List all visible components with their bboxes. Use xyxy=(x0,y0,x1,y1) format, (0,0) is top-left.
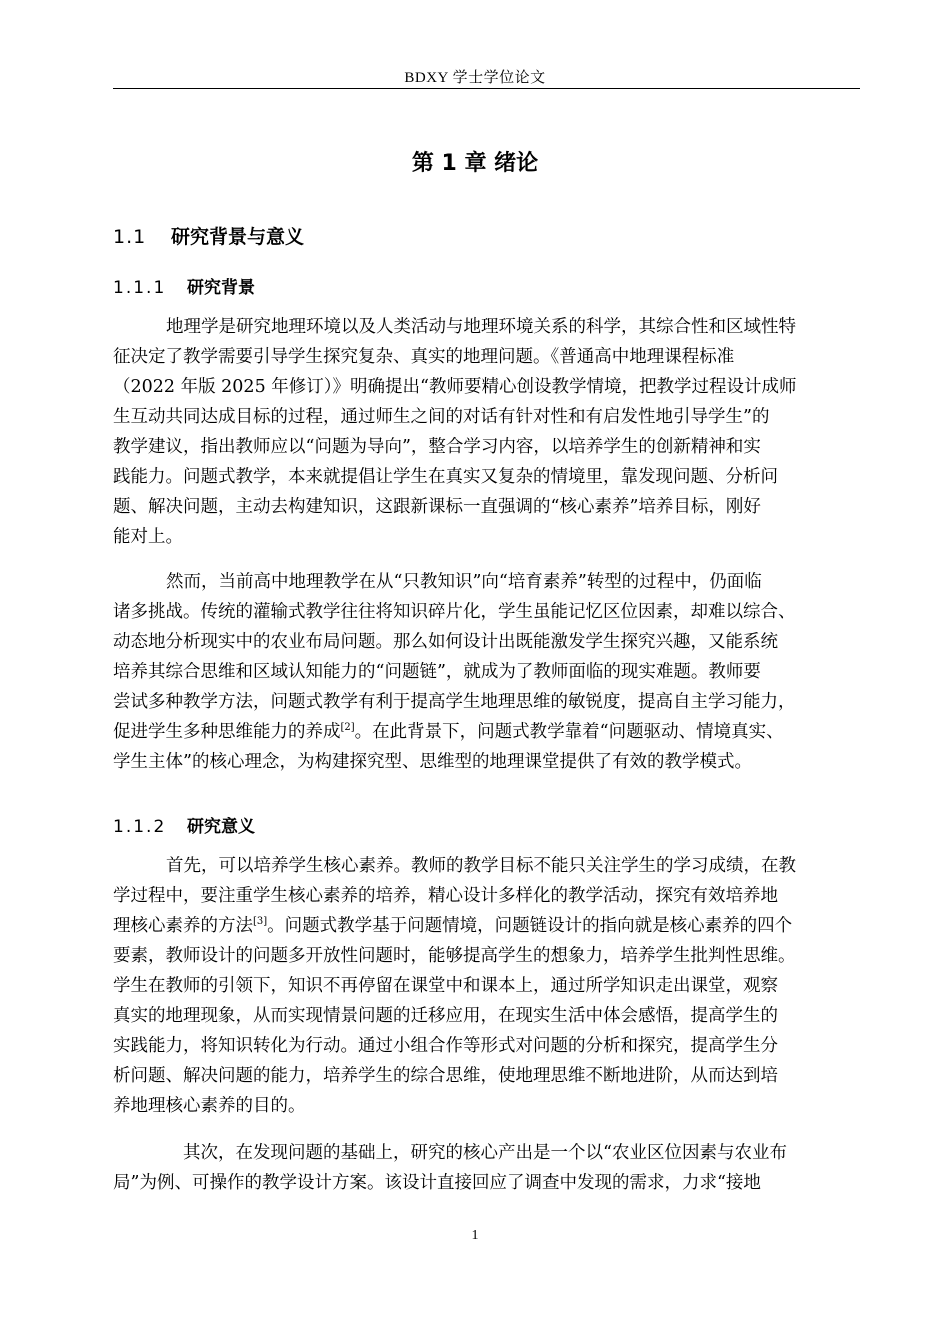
text-line: 要素，教师设计的问题多开放性问题时，能够提高学生的想象力，培养学生批判性思维。 xyxy=(113,946,796,966)
text-line: 征决定了教学需要引导学生探究复杂、真实的地理问题。《普通高中地理课程标准 xyxy=(113,347,735,367)
text-line: 其次，在发现问题的基础上，研究的核心产出是一个以“农业区位因素与农业布 xyxy=(183,1143,787,1163)
text-line: 首先，可以培养学生核心素养。教师的教学目标不能只关注学生的学习成绩，在教 xyxy=(166,856,796,876)
chapter-title: 第 1 章 绪论 xyxy=(411,151,539,176)
text-segment: 。问题式教学基于问题情境，问题链设计的指向就是核心素养的四个 xyxy=(267,916,793,936)
subsection-heading-significance xyxy=(113,812,255,837)
text-line: 学过程中，要注重学生核心素养的培养，精心设计多样化的教学活动，探究有效培养地 xyxy=(113,886,778,906)
text-line-with-citation xyxy=(113,717,860,747)
subsection-number: 1.1.1 xyxy=(113,278,167,298)
text-line: 学生在教师的引领下，知识不再停留在课堂中和课本上，通过所学知识走出课堂，观察 xyxy=(113,976,778,996)
text-line: 然而，当前高中地理教学在从“只教知识”向“培育素养”转型的过程中，仍面临 xyxy=(166,572,762,592)
section-number: 1.1 xyxy=(113,226,147,248)
text-line: 真实的地理现象，从而实现情景问题的迁移应用，在现实生活中体会感悟，提高学生的 xyxy=(113,1006,778,1026)
running-header: BDXY 学士学位论文 xyxy=(404,70,546,86)
text-segment: 。在此背景下，问题式教学靠着“问题驱动、情境真实、 xyxy=(354,722,784,742)
citation-ref-3[interactable]: [3] xyxy=(253,916,268,927)
section-title: 研究背景与意义 xyxy=(171,226,305,248)
header-rule xyxy=(113,88,860,89)
page-number: 1 xyxy=(471,1228,479,1243)
subsection-heading-background xyxy=(113,273,255,298)
text-line-with-citation xyxy=(113,911,860,941)
text-line: 局”为例、可操作的教学设计方案。该设计直接回应了调查中发现的需求，力求“接地 xyxy=(113,1173,761,1193)
text-segment: 理核心素养的方法 xyxy=(113,916,253,936)
paragraph-background-2 xyxy=(113,567,860,777)
text-line: 诸多挑战。传统的灌输式教学往往将知识碎片化，学生虽能记忆区位因素，却难以综合、 xyxy=(113,602,796,622)
citation-ref-2[interactable]: [2] xyxy=(340,722,355,733)
text-line: 培养其综合思维和区域认知能力的“问题链”，就成为了教师面临的现实难题。教师要 xyxy=(113,662,761,682)
text-line: 能对上。 xyxy=(113,527,183,547)
paragraph-significance-2 xyxy=(113,1138,860,1198)
text-line: 实践能力，将知识转化为行动。通过小组合作等形式对问题的分析和探究，提高学生分 xyxy=(113,1036,778,1056)
paragraph-significance-1 xyxy=(113,851,860,1121)
text-line: 教学建议，指出教师应以“问题为导向”，整合学习内容，以培养学生的创新精神和实 xyxy=(113,437,761,457)
text-line: 践能力。问题式教学，本来就提倡让学生在真实又复杂的情境里，靠发现问题、分析问 xyxy=(113,467,778,487)
paragraph-background-1 xyxy=(113,312,860,552)
text-line: （2022 年版 2025 年修订）》明确提出“教师要精心创设教学情境，把教学过程设计成师 xyxy=(113,377,797,397)
subsection-title: 研究意义 xyxy=(187,817,255,837)
text-line: 尝试多种教学方法，问题式教学有利于提高学生地理思维的敏锐度，提高自主学习能力， xyxy=(113,692,796,712)
text-line: 学生主体”的核心理念，为构建探究型、思维型的地理课堂提供了有效的教学模式。 xyxy=(113,752,752,772)
text-line: 题、解决问题，主动去构建知识，这跟新课标一直强调的“核心素养”培养目标，刚好 xyxy=(113,497,761,517)
text-line: 地理学是研究地理环境以及人类活动与地理环境关系的科学，其综合性和区域性特 xyxy=(166,317,796,337)
text-line: 析问题、解决问题的能力，培养学生的综合思维，使地理思维不断地进阶，从而达到培 xyxy=(113,1066,778,1086)
text-line: 生互动共同达成目标的过程，通过师生之间的对话有针对性和有启发性地引导学生”的 xyxy=(113,407,770,427)
section-heading xyxy=(113,222,304,249)
subsection-title: 研究背景 xyxy=(187,278,255,298)
text-segment: 促进学生多种思维能力的养成 xyxy=(113,722,341,742)
text-line: 养地理核心素养的目的。 xyxy=(113,1096,306,1116)
text-line: 动态地分析现实中的农业布局问题。那么如何设计出既能激发学生探究兴趣，又能系统 xyxy=(113,632,778,652)
subsection-number: 1.1.2 xyxy=(113,817,167,837)
